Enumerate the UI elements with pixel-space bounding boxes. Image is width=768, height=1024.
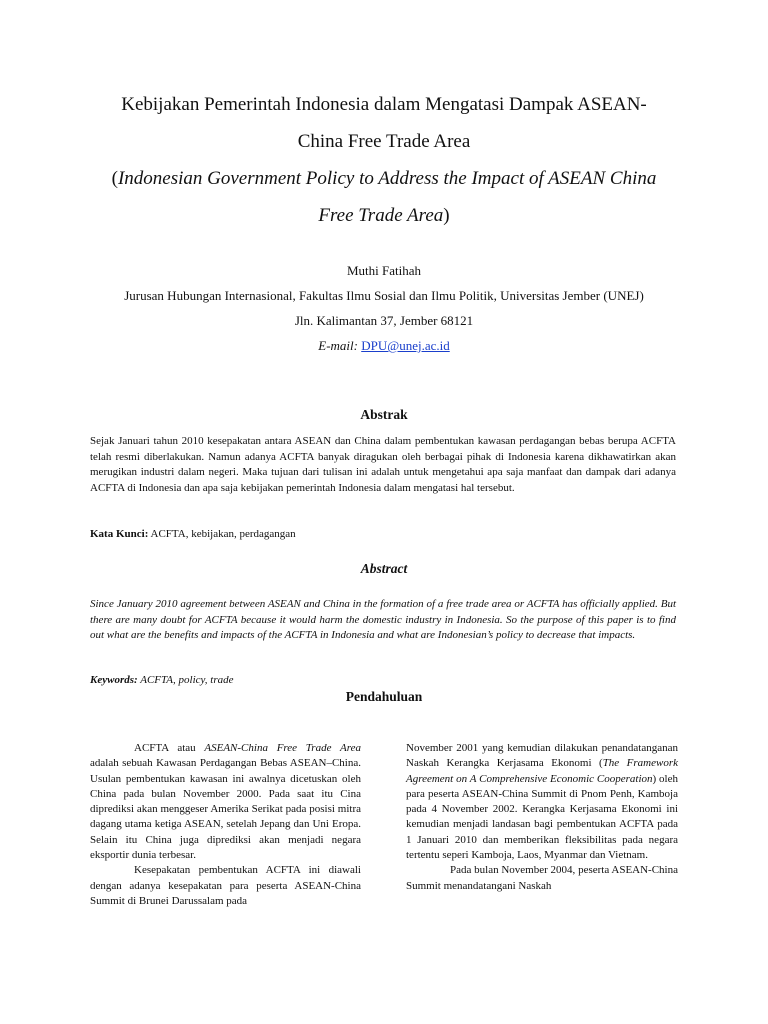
left-paragraph-1 bbox=[90, 741, 361, 863]
title-indonesian-line2: China Free Trade Area bbox=[297, 131, 471, 152]
abstract-text: Since January 2010 agreement between ASEAN and China in the formation of a free trade area or ACFTA has officially applied. But there are many doubt for ACFTA because it would harm the domestic industry in Indonesia. So the purpose of this paper is to find out what are the benefits and impacts of the ACFTA in Indonesia and what are Indonesian’s policy to decrease that impacts. bbox=[90, 598, 676, 641]
paper-title bbox=[60, 86, 708, 234]
right-paragraph-2: Pada bulan November 2004, peserta ASEAN-China Summit menandatangani Naskah bbox=[406, 864, 678, 892]
title-indonesian-line1: Kebijakan Pemerintah Indonesia dalam Mengatasi Dampak ASEAN- bbox=[121, 94, 647, 115]
title-english-text-line1: Indonesian Government Policy to Address the Impact of ASEAN China bbox=[117, 168, 657, 189]
email-label: E-mail: bbox=[318, 338, 358, 353]
title-english-text-line2: Free Trade Area bbox=[318, 205, 444, 226]
author-name: Muthi Fatihah bbox=[346, 263, 422, 278]
author-affiliation: Jurusan Hubungan Internasional, Fakultas Ilmu Sosial dan Ilmu Politik, Universitas Jember (UNEJ) bbox=[124, 288, 644, 303]
abstract-heading: Abstract bbox=[360, 561, 408, 576]
abstrak-heading: Abstrak bbox=[360, 407, 408, 422]
kata-kunci-line bbox=[90, 527, 676, 542]
author-address: Jln. Kalimantan 37, Jember 68121 bbox=[294, 313, 474, 328]
title-english-line1 bbox=[60, 160, 708, 197]
keywords-text: ACFTA, policy, trade bbox=[137, 674, 234, 686]
right-paragraph-1 bbox=[406, 741, 678, 863]
right-p1-text-a: November 2001 yang kemudian dilakukan penandatanganan Naskah Kerangka Kerjasama Ekonomi ( bbox=[406, 742, 678, 770]
abstrak-text: Sejak Januari tahun 2010 kesepakatan antara ASEAN dan China dalam pembentukan kawasan perdagangan bebas berupa ACFTA telah resmi diberlakukan. Namun adanya ACFTA banyak diragukan oleh berbagai pihak di Indonesia karena dikhawatirkan akan merugikan industri dalam negeri. Maka tujuan dari tulisan ini adalah untuk mengetahui apa saja manfaat dan dampak dari adanya ACFTA di Indonesia dan apa saja kebijakan pemerintah Indonesia dalam mengatasi hal tersebut. bbox=[90, 435, 676, 494]
title-english-close-paren: ) bbox=[443, 205, 450, 226]
author-email-line bbox=[60, 333, 708, 358]
body-column-right bbox=[406, 741, 678, 894]
author-block bbox=[60, 258, 708, 358]
title-english-open-paren: ( bbox=[111, 168, 118, 189]
body-column-left bbox=[90, 741, 361, 909]
keywords-line bbox=[90, 673, 676, 688]
email-link[interactable]: DPU@unej.ac.id bbox=[361, 338, 450, 353]
kata-kunci-label: Kata Kunci: bbox=[90, 528, 149, 540]
kata-kunci-text: ACFTA, kebijakan, perdagangan bbox=[148, 528, 296, 540]
title-english-line2 bbox=[60, 197, 708, 234]
left-p1-text-a: ACFTA atau bbox=[134, 742, 205, 754]
keywords-label: Keywords: bbox=[90, 674, 138, 686]
right-p1-text-b: ) oleh para peserta ASEAN-China Summit di Pnom Penh, Kamboja pada 4 November 2002. Kerangka Kerjasama Ekonomi ini kemudian menjadi landasan bagi pembentukan ACFTA pada 1 Januari 2010 dan memberikan fleksibilitas pada negara tertentu seperi Kamboja, Laos, Myanmar dan Vietnam. bbox=[406, 772, 678, 862]
left-paragraph-2: Kesepakatan pembentukan ACFTA ini diawali dengan adanya kesepakatan para peserta ASEAN-China Summit di Brunei Darussalam pada bbox=[90, 864, 361, 907]
pendahuluan-heading: Pendahuluan bbox=[345, 689, 423, 704]
left-p1-text-b: adalah sebuah Kawasan Perdagangan Bebas ASEAN–China. Usulan pembentukan kawasan ini awalnya dicetuskan oleh China pada bulan November 2000. Pada saat itu Cina diprediksi akan menggeser Amerika Serikat pada posisi mitra dagang utama ketiga ASEAN, setelah Jepang dan Uni Eropa. Selain itu China juga diprediksi akan menjadi negara eksportir dunia terbesar. bbox=[90, 757, 361, 862]
right-p1-italic: The Framework Agreement on A Comprehensive Economic Cooperation bbox=[406, 757, 678, 785]
left-p1-italic: ASEAN-China Free Trade Area bbox=[204, 742, 361, 754]
